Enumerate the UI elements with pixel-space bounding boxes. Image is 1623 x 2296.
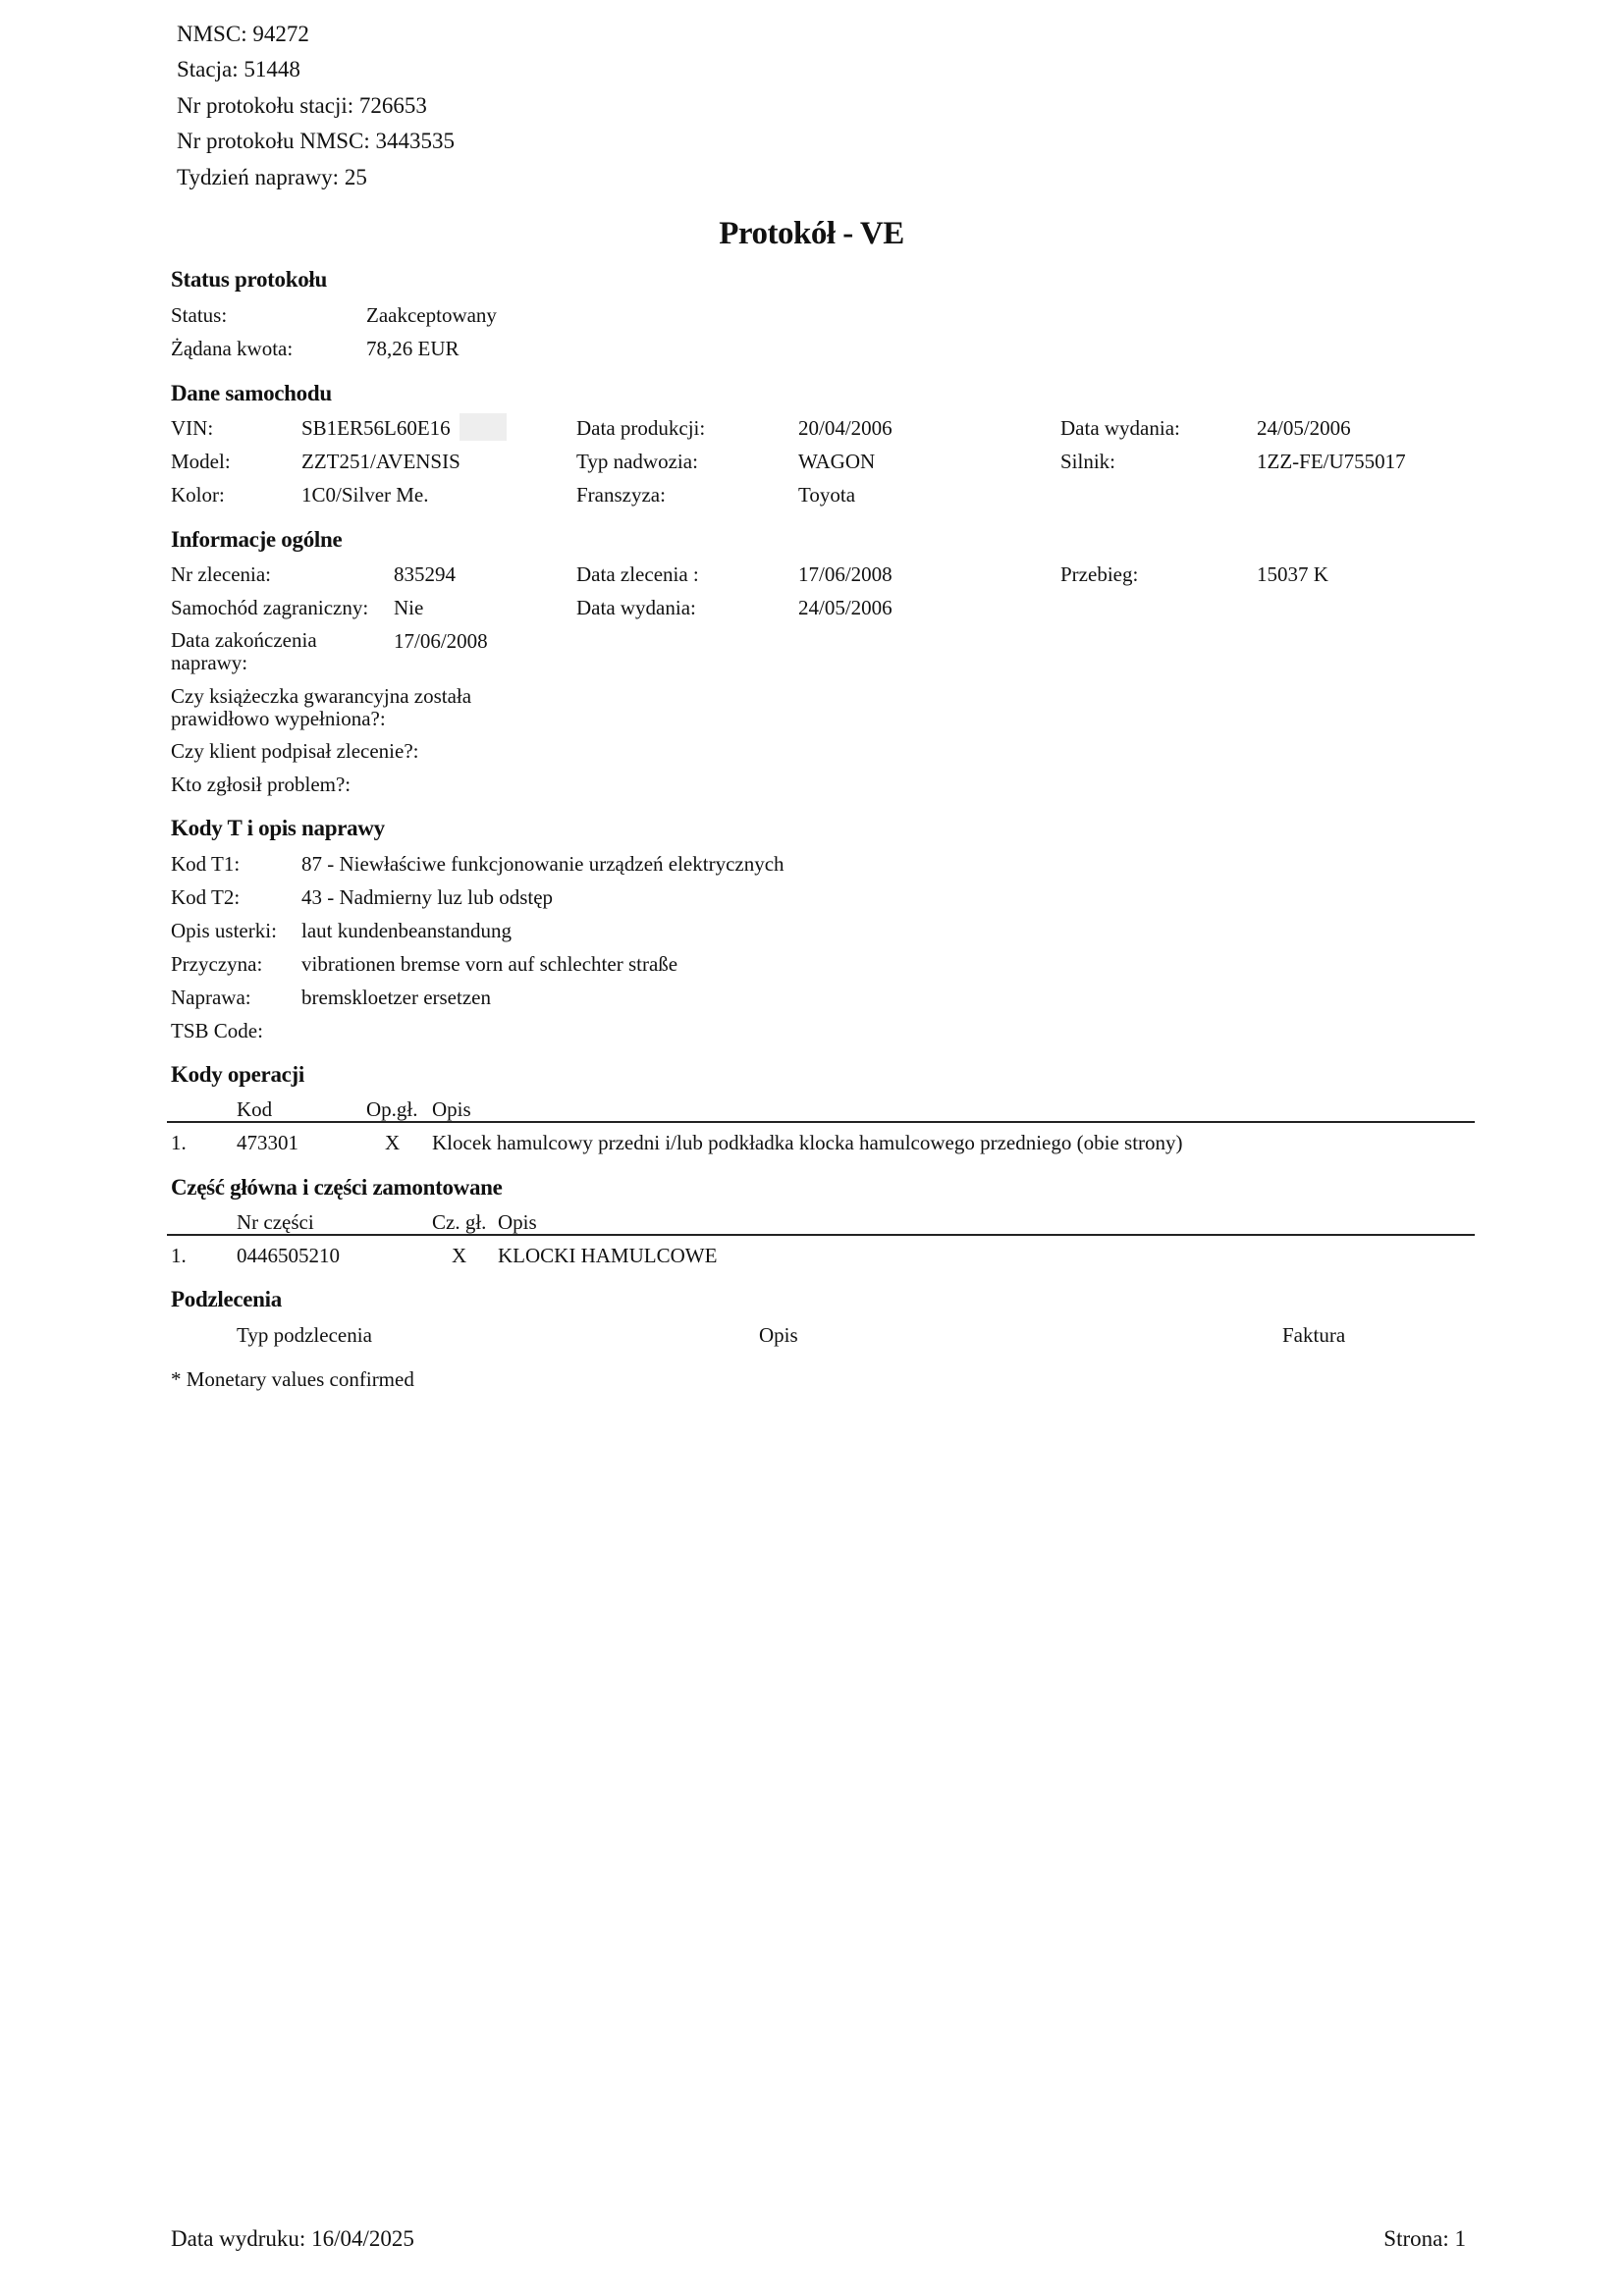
engine-label: Silnik: — [1060, 450, 1116, 473]
part-description: KLOCKI HAMULCOWE — [498, 1244, 718, 1267]
mileage-value: 15037 K — [1257, 562, 1328, 586]
t1-code-value: 87 - Niewłaściwe funkcjonowanie urządzeń elektrycznych — [301, 852, 784, 876]
operations-col-description: Opis — [432, 1097, 471, 1121]
operation-description: Klocek hamulcowy przedni i/lub podkładka klocka hamulcowego przedniego (obie strony) — [432, 1131, 1183, 1154]
section-heading-general: Informacje ogólne — [171, 527, 343, 552]
repair-label: Naprawa: — [171, 986, 251, 1009]
suborders-col-type: Typ podzlecenia — [237, 1323, 372, 1347]
nmsc-number: NMSC: 94272 — [177, 22, 309, 46]
operation-main-mark: X — [385, 1131, 401, 1154]
fault-description-value: laut kundenbeanstandung — [301, 919, 513, 942]
operation-code: 473301 — [237, 1131, 298, 1154]
model-value: ZZT251/AVENSIS — [301, 450, 460, 473]
operations-header-rule — [167, 1121, 1475, 1123]
parts-col-number: Nr części — [237, 1210, 314, 1234]
foreign-car-label: Samochód zagraniczny: — [171, 596, 369, 619]
repair-end-date-label: Data zakończenia naprawy: — [171, 628, 317, 674]
order-number-label: Nr zlecenia: — [171, 562, 272, 586]
status-value: Zaakceptowany — [366, 303, 497, 327]
suborders-col-invoice: Faktura — [1282, 1323, 1346, 1347]
fault-description-label: Opis usterki: — [171, 919, 277, 942]
station-protocol-number: Nr protokołu stacji: 726653 — [177, 93, 427, 118]
order-number-value: 835294 — [394, 562, 456, 586]
parts-col-main: Cz. gł. — [432, 1210, 487, 1234]
order-date-value: 17/06/2008 — [798, 562, 893, 586]
cause-value: vibrationen bremse vorn auf schlechter straße — [301, 952, 678, 976]
repair-week: Tydzień naprawy: 25 — [177, 165, 367, 189]
section-heading-suborders: Podzlecenia — [171, 1287, 282, 1311]
order-date-label: Data zlecenia : — [576, 562, 699, 586]
section-heading-operations: Kody operacji — [171, 1062, 304, 1087]
release-date-label: Data wydania: — [1060, 416, 1180, 440]
page-number: Strona: 1 — [1383, 2226, 1466, 2251]
mileage-label: Przebieg: — [1060, 562, 1139, 586]
release-date-value: 24/05/2006 — [1257, 416, 1351, 440]
foreign-car-value: Nie — [394, 596, 424, 619]
t2-code-label: Kod T2: — [171, 885, 241, 909]
color-value: 1C0/Silver Me. — [301, 483, 429, 507]
print-date: Data wydruku: 16/04/2025 — [171, 2226, 414, 2251]
t2-code-value: 43 - Nadmierny luz lub odstęp — [301, 885, 554, 909]
cause-label: Przyczyna: — [171, 952, 263, 976]
parts-header-rule — [167, 1234, 1475, 1236]
section-heading-codes: Kody T i opis naprawy — [171, 816, 385, 840]
issue-date-value: 24/05/2006 — [798, 596, 893, 619]
parts-col-description: Opis — [498, 1210, 537, 1234]
franchise-value: Toyota — [798, 483, 856, 507]
body-type-label: Typ nadwozia: — [576, 450, 698, 473]
color-label: Kolor: — [171, 483, 225, 507]
issue-date-label: Data wydania: — [576, 596, 696, 619]
table-row-number: 1. — [171, 1131, 187, 1154]
amount-label: Żądana kwota: — [171, 337, 294, 360]
reporter-label: Kto zgłosił problem?: — [171, 773, 352, 796]
vin-value: SB1ER56L60E16 — [301, 416, 451, 440]
status-label: Status: — [171, 303, 228, 327]
t1-code-label: Kod T1: — [171, 852, 241, 876]
repair-end-date-value: 17/06/2008 — [394, 629, 488, 653]
tsb-code-label: TSB Code: — [171, 1019, 263, 1042]
amount-value: 78,26 EUR — [366, 337, 460, 360]
part-number: 0446505210 — [237, 1244, 340, 1267]
nmsc-protocol-number: Nr protokołu NMSC: 3443535 — [177, 129, 456, 153]
warranty-book-label: Czy książeczka gwarancyjna została prawidłowo wypełniona?: — [171, 684, 472, 730]
vin-label: VIN: — [171, 416, 214, 440]
monetary-note: * Monetary values confirmed — [171, 1367, 414, 1391]
document-title: Protokół - VE — [719, 216, 904, 251]
client-signed-label: Czy klient podpisał zlecenie?: — [171, 739, 419, 763]
suborders-col-description: Opis — [759, 1323, 798, 1347]
production-date-value: 20/04/2006 — [798, 416, 893, 440]
section-heading-car: Dane samochodu — [171, 381, 332, 405]
section-heading-status: Status protokołu — [171, 267, 328, 292]
franchise-label: Franszyza: — [576, 483, 666, 507]
repair-value: bremskloetzer ersetzen — [301, 986, 491, 1009]
part-main-mark: X — [452, 1244, 467, 1267]
operations-col-code: Kod — [237, 1097, 273, 1121]
engine-value: 1ZZ-FE/U755017 — [1257, 450, 1406, 473]
vin-redaction-mask — [460, 413, 507, 441]
model-label: Model: — [171, 450, 231, 473]
production-date-label: Data produkcji: — [576, 416, 706, 440]
section-heading-parts: Część główna i części zamontowane — [171, 1175, 503, 1200]
operations-col-main: Op.gł. — [366, 1097, 418, 1121]
station-number: Stacja: 51448 — [177, 57, 300, 81]
table-row-number: 1. — [171, 1244, 187, 1267]
body-type-value: WAGON — [798, 450, 876, 473]
